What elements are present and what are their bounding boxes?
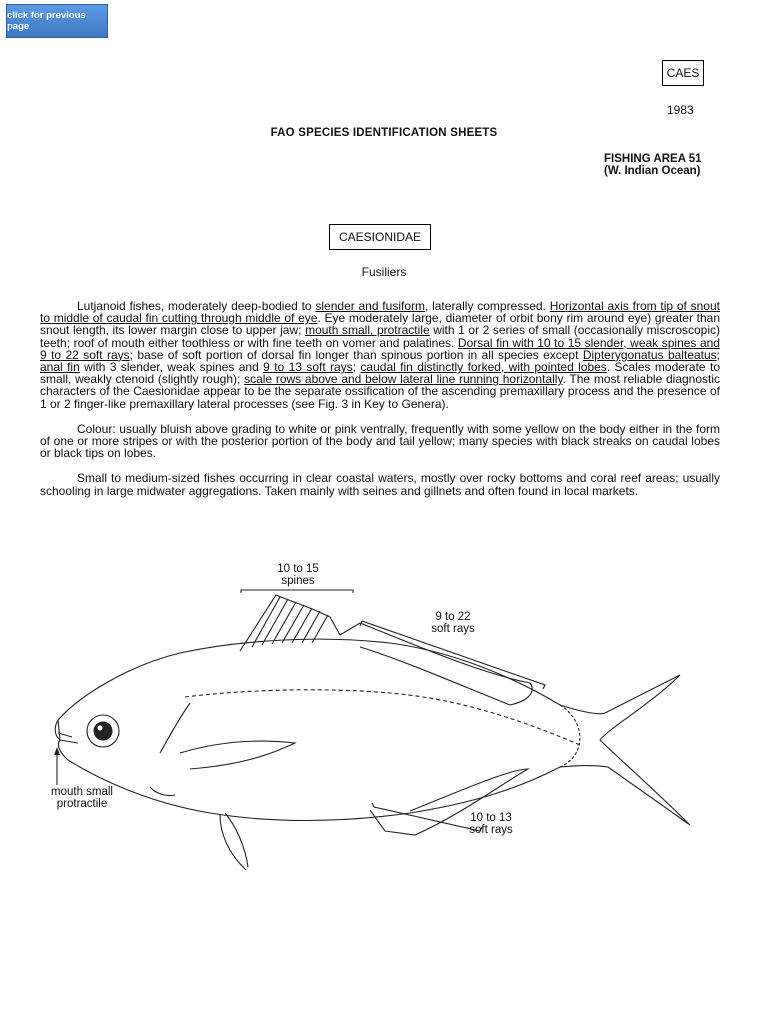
family-name: CAESIONIDAE bbox=[338, 230, 422, 244]
paragraph-text: ; base of soft portion of dorsal fin longer than spinous portion in all species except bbox=[129, 347, 583, 362]
eye-pupil bbox=[94, 722, 112, 740]
underlined-key-character: caudal fin distinctly forked, with pointed lobes bbox=[360, 360, 607, 375]
mouth-label-line2: protractile bbox=[56, 798, 108, 810]
previous-page-label: click for previous page bbox=[7, 10, 86, 32]
paragraph-text: ; bbox=[716, 347, 720, 362]
anal-rays-count: 10 to 13 bbox=[470, 812, 512, 824]
dorsal-rays-label bbox=[418, 611, 488, 635]
habitat-paragraph: Small to medium-sized fishes occurring in clear coastal waters, mostly over rocky bottoms and coral reef areas; usually schooling in large midwater aggregations. Taken mainly with seines and gillnets and often found in local markets. bbox=[40, 471, 720, 498]
publication-year: 1983 bbox=[667, 103, 694, 117]
underlined-key-character: scale rows above and below lateral line running horizontally bbox=[244, 372, 563, 387]
anal-rays-word: soft rays bbox=[469, 824, 513, 836]
pelvic-fin bbox=[220, 813, 248, 870]
spines-label bbox=[258, 563, 338, 587]
underlined-key-character: anal fin bbox=[40, 360, 80, 375]
caudal-base bbox=[560, 705, 580, 767]
paragraph-text: with 3 slender, weak spines and bbox=[79, 360, 264, 375]
gill-cover bbox=[150, 703, 190, 796]
underlined-key-character: Horizontal axis from tip of snout to middle of caudal fin cutting through middle of eye bbox=[40, 299, 720, 326]
paragraph-text: . The most reliable diagnostic characters of the Caesionidae appear to be the separate ossification of the ascending premaxillary process and the presence of 1 or 2 finger-like premaxillary lateral processes (see Fig. 3 in Key to Genera). bbox=[40, 372, 721, 411]
lateral-line bbox=[185, 690, 580, 745]
underlined-key-character: Dipterygonatus balteatus bbox=[582, 347, 717, 362]
spines-word: spines bbox=[281, 575, 315, 587]
fishing-area-region: (W. Indian Ocean) bbox=[604, 165, 701, 177]
pectoral-fin bbox=[180, 741, 295, 769]
paragraph-text: Lutjanoid fishes, moderately deep-bodied to bbox=[77, 299, 316, 313]
soft-dorsal-fin bbox=[340, 623, 532, 705]
common-name: Fusiliers bbox=[361, 265, 407, 279]
paragraph-text: , laterally compressed. bbox=[424, 299, 550, 313]
fish-illustration bbox=[40, 555, 720, 885]
family-code: CAES bbox=[666, 66, 700, 80]
paragraph-text: ; bbox=[352, 360, 361, 375]
colour-paragraph: Colour: usually bluish above grading to white or pink ventrally, frequently with some yellow on the body either in the form of one or more stripes or with the posterior portion of the body and tail yellow; many species with black streaks on caudal lobes or black tips on lobes. bbox=[40, 421, 720, 461]
underlined-key-character: 9 to 13 soft rays bbox=[263, 360, 353, 375]
spines-bracket bbox=[241, 590, 353, 593]
family-name-box bbox=[329, 224, 431, 250]
mouth-label bbox=[40, 786, 124, 810]
page-title: FAO SPECIES IDENTIFICATION SHEETS bbox=[270, 127, 498, 139]
description-text bbox=[40, 300, 720, 510]
underlined-key-character: Dorsal fin with 10 to 15 slender, weak spines and 9 to 22 soft rays bbox=[40, 335, 720, 362]
fishing-area-number: FISHING AREA 51 bbox=[604, 153, 702, 165]
anal-rays-label bbox=[456, 812, 526, 836]
underlined-key-character: mouth small, protractile bbox=[305, 323, 430, 338]
diagnostic-paragraph bbox=[40, 300, 720, 410]
fishing-area bbox=[604, 153, 702, 177]
paragraph-text: . Scales moderate to small, weakly ctenoid (slightly rough); bbox=[40, 360, 720, 387]
dorsal-rays-count: 9 to 22 bbox=[435, 611, 471, 623]
underlined-key-character: slender and fusiform bbox=[315, 299, 425, 313]
fish-drawing bbox=[40, 555, 720, 885]
dorsal-rays-word: soft rays bbox=[431, 623, 475, 635]
spines-count: 10 to 15 bbox=[277, 563, 319, 575]
paragraph-text: with 1 or 2 series of small (occasionally miscroscopic) teeth; roof of mouth either toothless or with fine teeth on vomer and palatines. bbox=[40, 323, 720, 350]
family-code-box bbox=[662, 60, 704, 86]
paragraph-text: . Eye moderately large, diameter of orbit bony rim around eye) greater than snout length, its lower margin close to upper jaw; bbox=[40, 311, 720, 338]
mouth-label-line1: mouth small bbox=[51, 786, 113, 798]
previous-page-button[interactable] bbox=[6, 4, 108, 38]
body-outline bbox=[58, 639, 690, 825]
